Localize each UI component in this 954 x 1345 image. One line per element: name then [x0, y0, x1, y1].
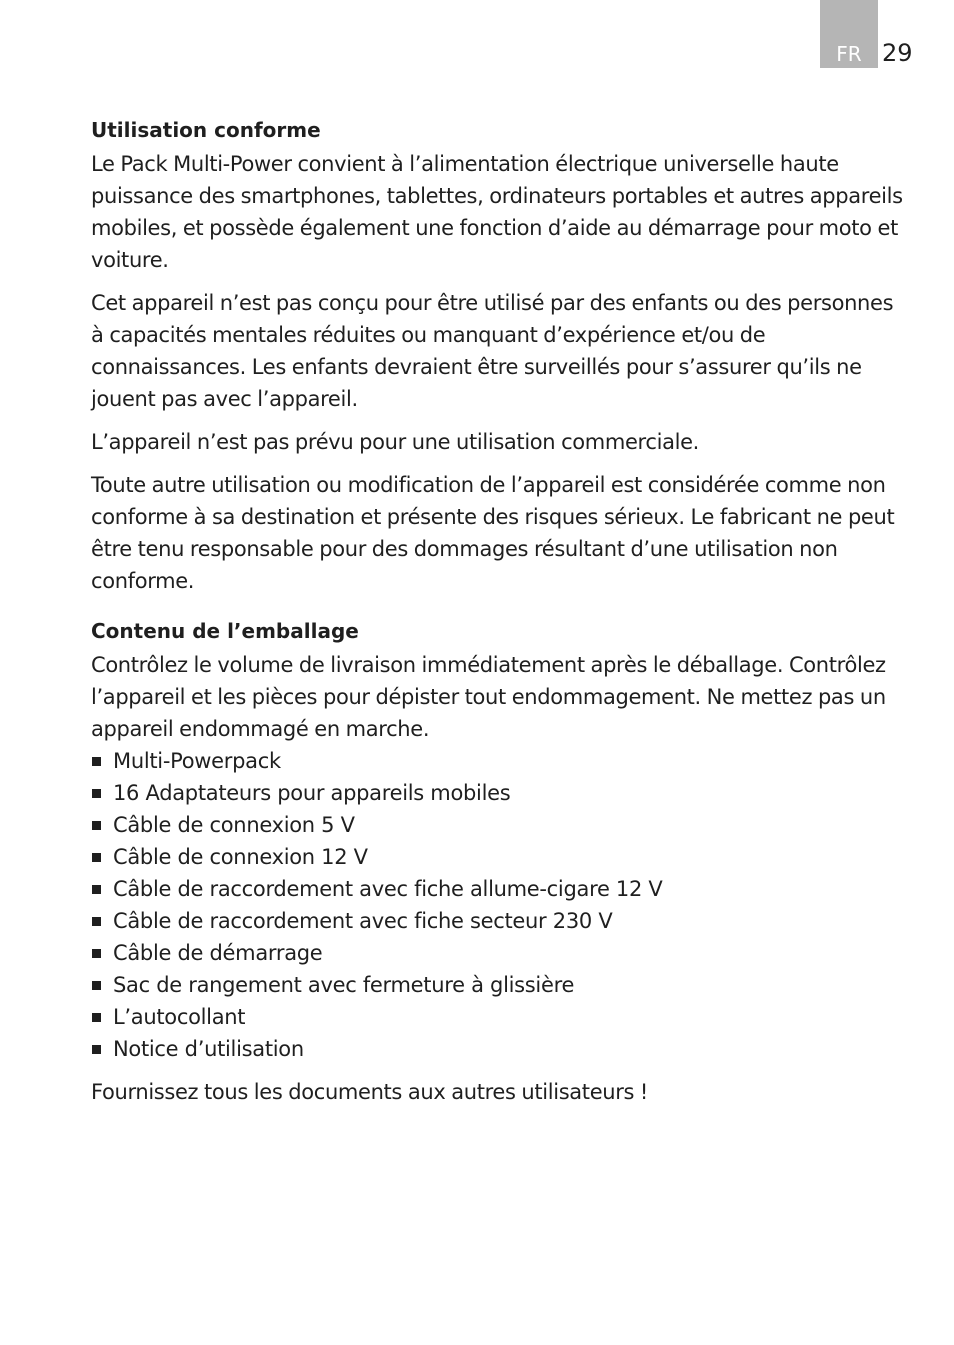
list-item: Câble de connexion 5 V	[91, 809, 911, 841]
square-bullet-icon	[92, 981, 101, 990]
page-number: 29	[882, 39, 913, 67]
heading-intended-use: Utilisation conforme	[91, 118, 321, 142]
paragraph: Toute autre utilisation ou modification de l’appareil est considérée comme non conforme à sa destination et présente des risques sérieux. Le fabricant ne peut être tenu responsable pour des dommages résultant d’une utilisation non conforme.	[91, 473, 895, 593]
contents-list	[91, 745, 911, 1065]
square-bullet-icon	[92, 949, 101, 958]
paragraph: Cet appareil n’est pas conçu pour être utilisé par des enfants ou des personnes à capacités mentales réduites ou manquant d’expérience et/ou de connaissances. Les enfants devraient être surveillés pour s’assurer qu’ils ne jouent pas avec l’appareil.	[91, 291, 894, 411]
square-bullet-icon	[92, 917, 101, 926]
heading-package-contents: Contenu de l’emballage	[91, 619, 359, 643]
language-tab	[820, 0, 878, 68]
list-item: 16 Adaptateurs pour appareils mobiles	[91, 777, 911, 809]
list-item: Câble de raccordement avec fiche secteur 230 V	[91, 905, 911, 937]
paragraph: Contrôlez le volume de livraison immédiatement après le déballage. Contrôlez l’appareil et les pièces pour dépister tout endommagement. Ne mettez pas un appareil endommagé en marche.	[91, 653, 886, 741]
square-bullet-icon	[92, 757, 101, 766]
list-item: Câble de démarrage	[91, 937, 911, 969]
paragraph: Le Pack Multi-Power convient à l’alimentation électrique universelle haute puissance des smartphones, tablettes, ordinateurs portables et autres appareils mobiles, et possède également une fonction d’aide au démarrage pour moto et voiture.	[91, 152, 903, 272]
page-content	[91, 116, 911, 1108]
square-bullet-icon	[92, 821, 101, 830]
paragraph: L’appareil n’est pas prévu pour une utilisation commerciale.	[91, 430, 699, 454]
list-item: Sac de rangement avec fermeture à glissière	[91, 969, 911, 1001]
list-item: Notice d’utilisation	[91, 1033, 911, 1065]
list-item: Multi-Powerpack	[91, 745, 911, 777]
square-bullet-icon	[92, 853, 101, 862]
square-bullet-icon	[92, 1013, 101, 1022]
list-item: Câble de raccordement avec fiche allume-cigare 12 V	[91, 873, 911, 905]
language-label: FR	[836, 42, 862, 66]
closing-note: Fournissez tous les documents aux autres utilisateurs !	[91, 1080, 648, 1104]
list-item: L’autocollant	[91, 1001, 911, 1033]
square-bullet-icon	[92, 1045, 101, 1054]
square-bullet-icon	[92, 789, 101, 798]
list-item: Câble de connexion 12 V	[91, 841, 911, 873]
square-bullet-icon	[92, 885, 101, 894]
